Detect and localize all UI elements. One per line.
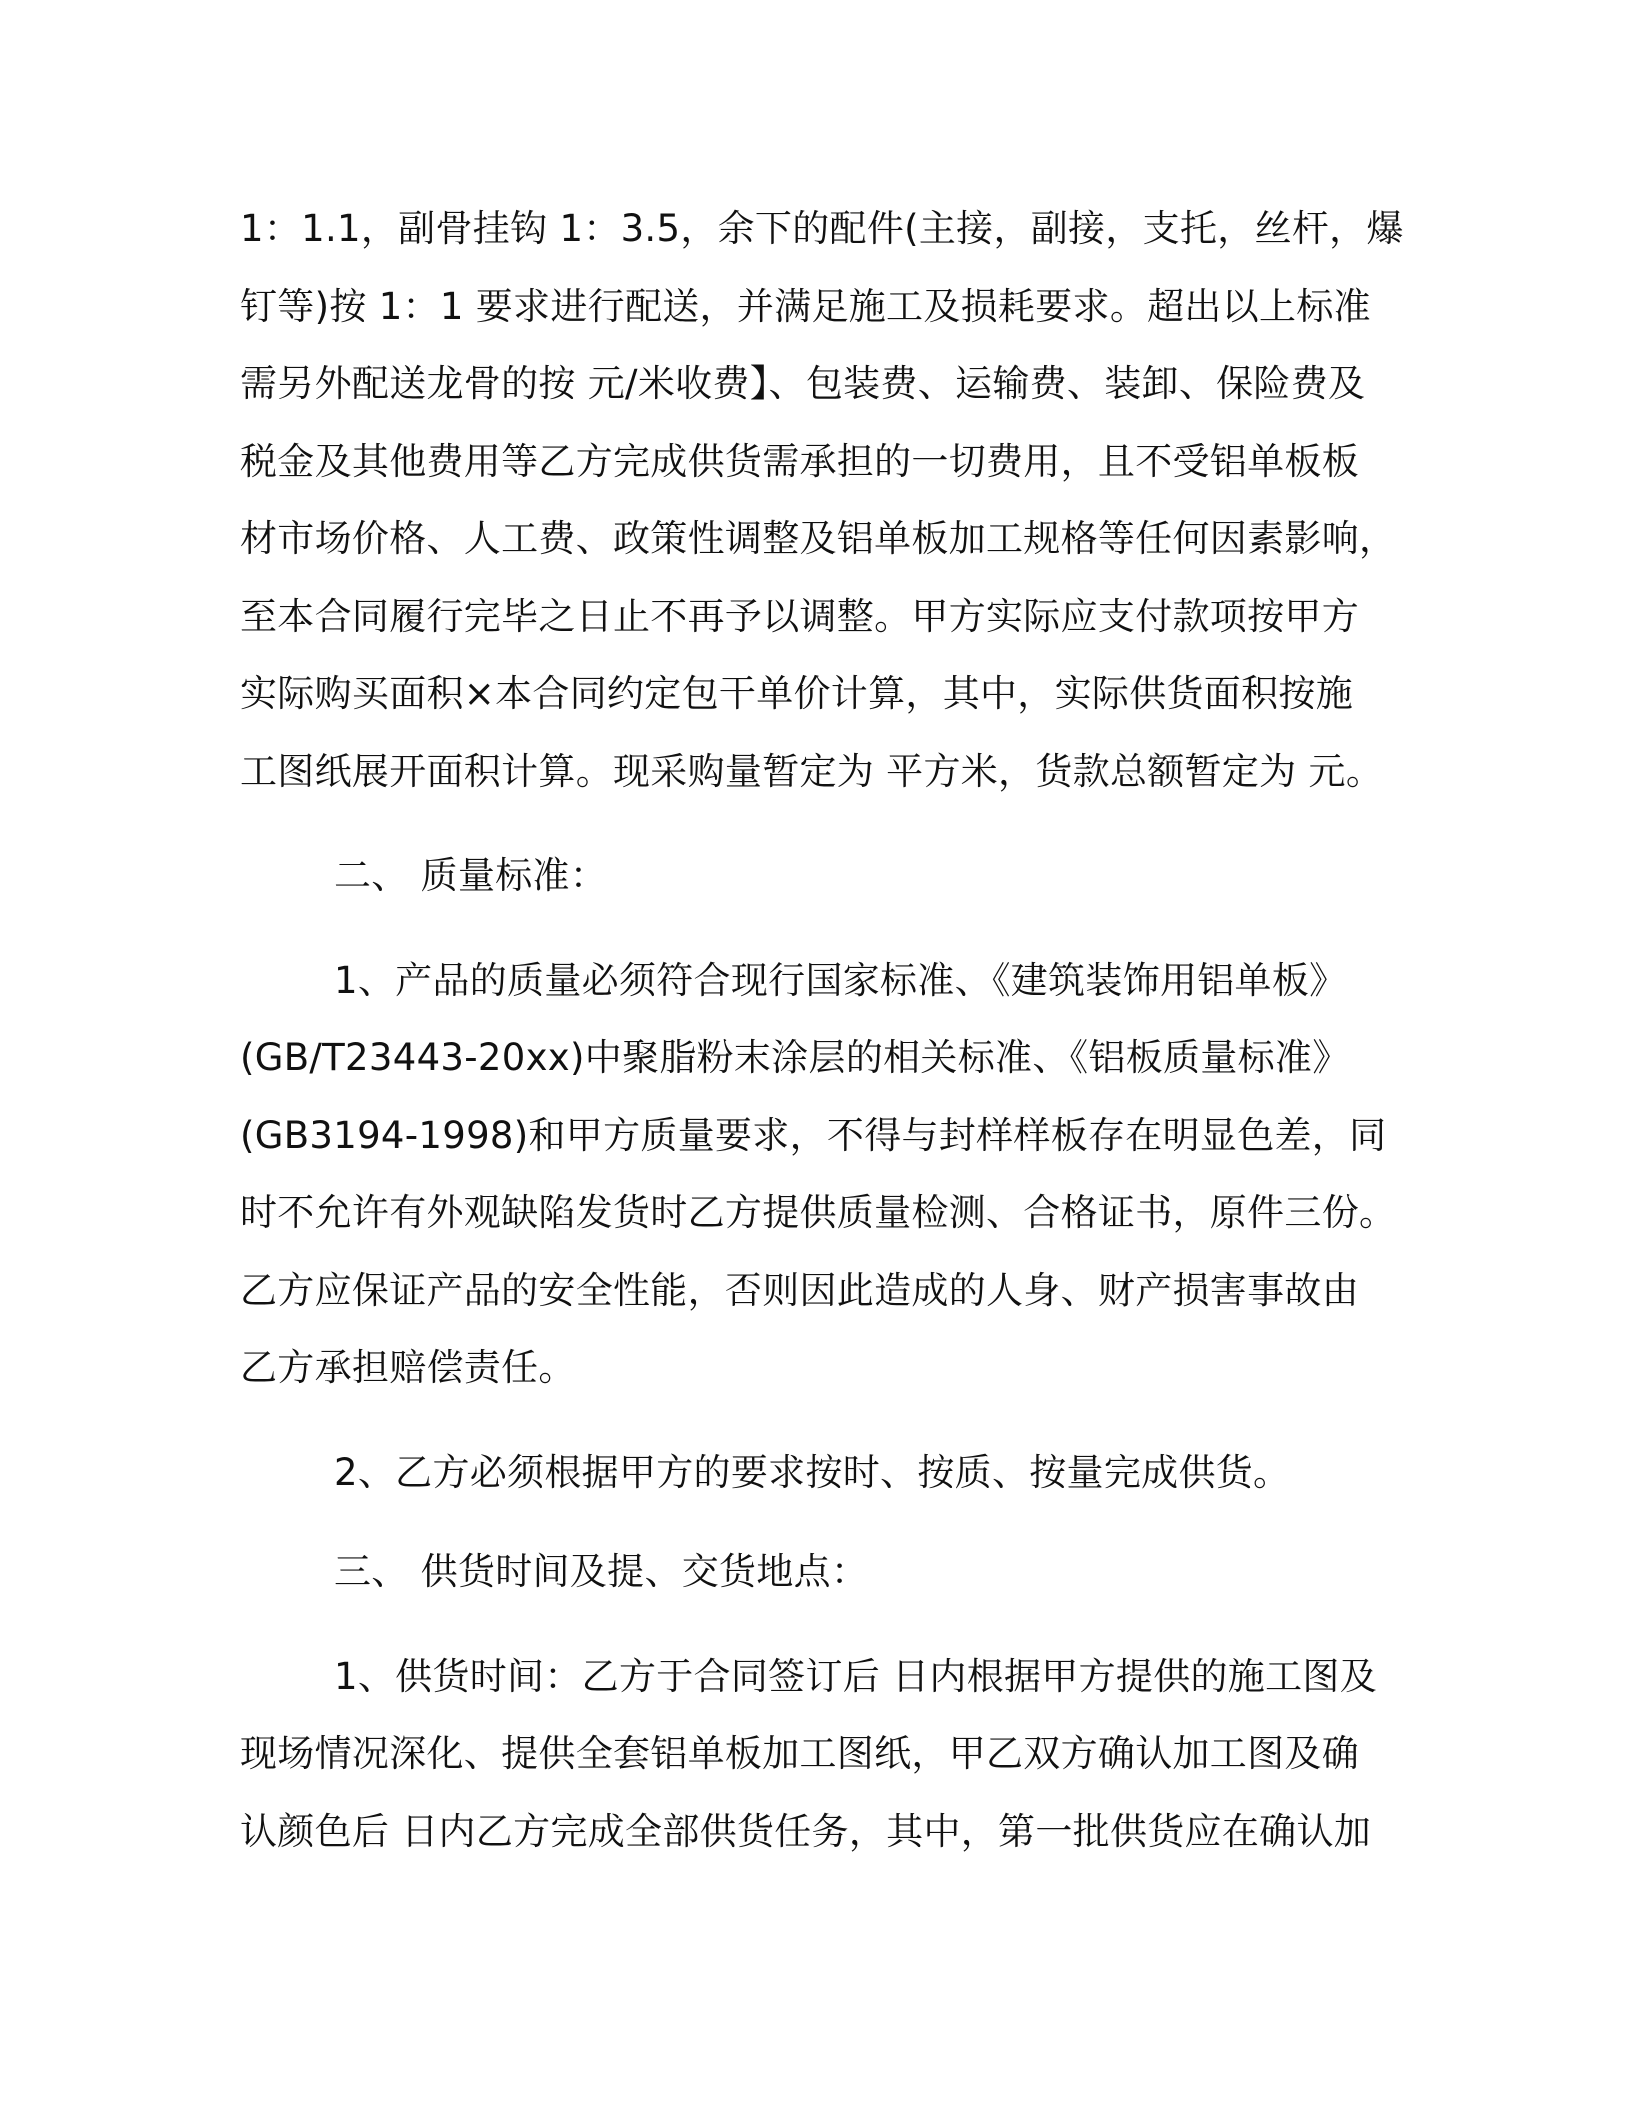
paragraph-line: 工图纸展开面积计算。现采购量暂定为 平方米，货款总额暂定为 元。	[240, 749, 1384, 793]
paragraph-line: (GB/T23443-20xx)中聚脂粉末涂层的相关标准、《铝板质量标准》	[240, 1036, 1350, 1079]
paragraph-line: 时不允许有外观缺陷发货时乙方提供质量检测、合格证书，原件三份。	[240, 1191, 1397, 1234]
paragraph-line: 乙方应保证产品的安全性能，否则因此造成的人身、财产损害事故由	[240, 1268, 1359, 1312]
section-heading-quality: 二、 质量标准：	[334, 854, 608, 897]
paragraph-gap	[240, 1407, 1390, 1434]
paragraph-line: 1、产品的质量必须符合现行国家标准、《建筑装饰用铝单板》	[334, 958, 1347, 1002]
paragraph-line: 需另外配送龙骨的按 元/米收费】、包装费、运输费、装卸、保险费及	[240, 362, 1366, 405]
paragraph-line: 2、乙方必须根据甲方的要求按时、按质、按量完成供货。	[334, 1450, 1291, 1494]
paragraph-line: 实际购买面积×本合同约定包干单价计算，其中，实际供货面积按施	[240, 672, 1353, 715]
paragraph-line: 认颜色后 日内乙方完成全部供货任务，其中，第一批供货应在确认加	[240, 1809, 1372, 1853]
paragraph-line: 1：1.1，副骨挂钩 1：3.5，余下的配件(主接，副接，支托，丝杆，爆	[240, 207, 1404, 250]
paragraph-gap	[240, 1611, 1390, 1638]
paragraph-line: 钉等)按 1：1 要求进行配送，并满足施工及损耗要求。超出以上标准	[240, 284, 1371, 328]
paragraph-gap	[240, 915, 1390, 942]
paragraph-line: 乙方承担赔偿责任。	[240, 1346, 576, 1389]
paragraph-gap	[240, 810, 1390, 837]
paragraph-line: 至本合同履行完毕之日止不再予以调整。甲方实际应支付款项按甲方	[240, 594, 1359, 638]
paragraph-line: 税金及其他费用等乙方完成供货需承担的一切费用，且不受铝单板板	[240, 439, 1359, 483]
paragraph-line: (GB3194-1998)和甲方质量要求，不得与封样样板存在明显色差，同	[240, 1113, 1387, 1157]
document-body	[240, 190, 1404, 1870]
paragraph-line: 材市场价格、人工费、政策性调整及铝单板加工规格等任何因素影响，	[240, 517, 1397, 560]
paragraph-line: 1、供货时间：乙方于合同签订后 日内根据甲方提供的施工图及	[334, 1654, 1377, 1698]
paragraph-line: 现场情况深化、提供全套铝单板加工图纸，甲乙双方确认加工图及确	[240, 1732, 1359, 1775]
paragraph-gap	[240, 1511, 1390, 1533]
section-heading-delivery: 三、 供货时间及提、交货地点：	[334, 1550, 869, 1593]
